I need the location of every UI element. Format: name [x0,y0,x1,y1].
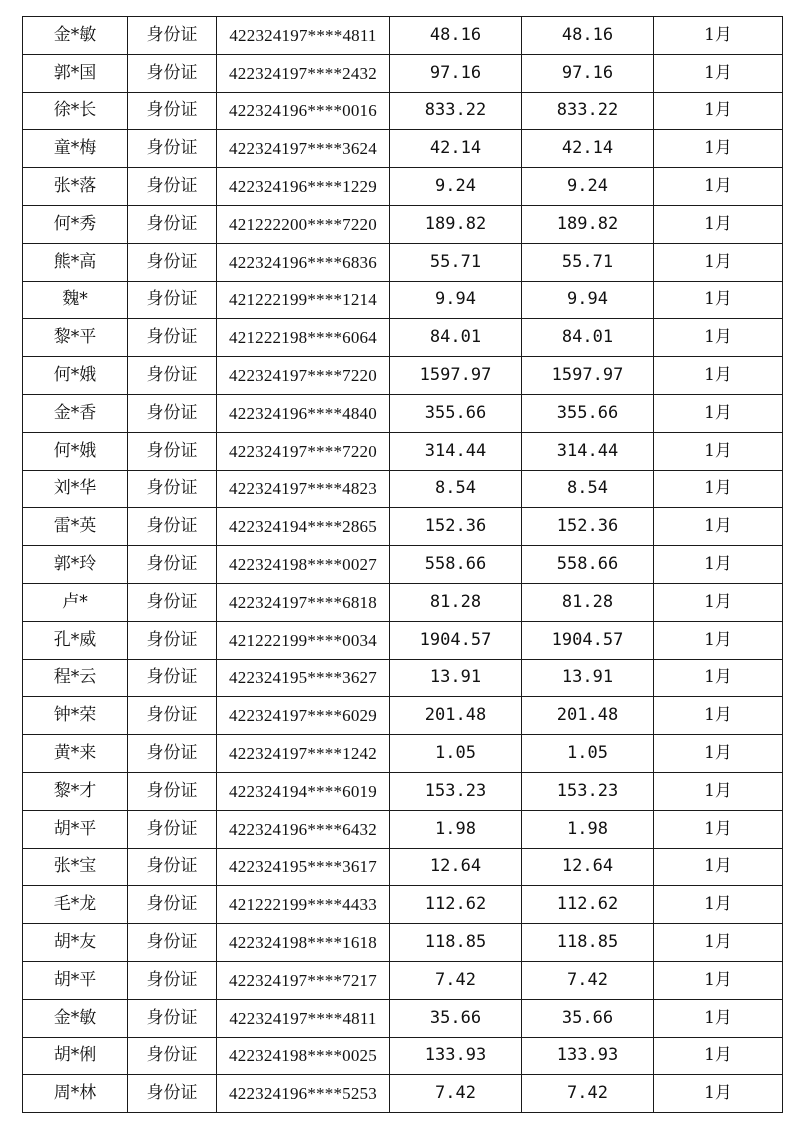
amount-cell: 1904.57 [390,621,522,659]
amount-paid-cell: 97.16 [522,54,654,92]
id-type-cell: 身份证 [128,394,217,432]
table-row [23,621,783,659]
amount-paid-cell: 42.14 [522,130,654,168]
amount-cell: 833.22 [390,92,522,130]
id-type-cell: 身份证 [128,546,217,584]
id-number-cell: 422324194****2865 [217,508,390,546]
amount-cell: 13.91 [390,659,522,697]
table-row [23,848,783,886]
id-number-cell: 422324196****0016 [217,92,390,130]
amount-cell: 35.66 [390,999,522,1037]
id-type-cell: 身份证 [128,319,217,357]
name-cell: 雷*英 [23,508,128,546]
id-number-cell: 422324197****2432 [217,54,390,92]
records-table-body [23,17,783,1113]
id-number-cell: 422324197****7217 [217,961,390,999]
table-row [23,886,783,924]
amount-paid-cell: 314.44 [522,432,654,470]
month-cell: 1月 [654,205,783,243]
name-cell: 胡*平 [23,961,128,999]
id-type-cell: 身份证 [128,432,217,470]
amount-cell: 12.64 [390,848,522,886]
amount-paid-cell: 48.16 [522,17,654,55]
name-cell: 何*娥 [23,357,128,395]
name-cell: 张*宝 [23,848,128,886]
id-type-cell: 身份证 [128,357,217,395]
id-type-cell: 身份证 [128,659,217,697]
id-number-cell: 422324197****3624 [217,130,390,168]
id-number-cell: 422324197****6029 [217,697,390,735]
table-row [23,961,783,999]
amount-cell: 7.42 [390,1075,522,1113]
month-cell: 1月 [654,621,783,659]
id-type-cell: 身份证 [128,470,217,508]
amount-paid-cell: 84.01 [522,319,654,357]
month-cell: 1月 [654,961,783,999]
id-type-cell: 身份证 [128,583,217,621]
month-cell: 1月 [654,319,783,357]
id-number-cell: 421222198****6064 [217,319,390,357]
amount-paid-cell: 81.28 [522,583,654,621]
month-cell: 1月 [654,999,783,1037]
name-cell: 童*梅 [23,130,128,168]
month-cell: 1月 [654,924,783,962]
amount-cell: 8.54 [390,470,522,508]
name-cell: 刘*华 [23,470,128,508]
id-type-cell: 身份证 [128,168,217,206]
amount-paid-cell: 133.93 [522,1037,654,1075]
table-row [23,92,783,130]
table-row [23,546,783,584]
amount-cell: 1.05 [390,735,522,773]
amount-paid-cell: 201.48 [522,697,654,735]
month-cell: 1月 [654,17,783,55]
amount-paid-cell: 355.66 [522,394,654,432]
table-row [23,924,783,962]
month-cell: 1月 [654,810,783,848]
id-type-cell: 身份证 [128,130,217,168]
id-number-cell: 422324196****5253 [217,1075,390,1113]
id-type-cell: 身份证 [128,772,217,810]
name-cell: 黎*才 [23,772,128,810]
table-row [23,281,783,319]
amount-cell: 355.66 [390,394,522,432]
month-cell: 1月 [654,772,783,810]
id-type-cell: 身份证 [128,848,217,886]
id-number-cell: 422324196****6432 [217,810,390,848]
id-number-cell: 422324196****4840 [217,394,390,432]
name-cell: 孔*威 [23,621,128,659]
id-type-cell: 身份证 [128,961,217,999]
amount-paid-cell: 1.98 [522,810,654,848]
id-number-cell: 421222199****1214 [217,281,390,319]
id-type-cell: 身份证 [128,281,217,319]
amount-cell: 152.36 [390,508,522,546]
table-row [23,508,783,546]
month-cell: 1月 [654,243,783,281]
id-number-cell: 421222200****7220 [217,205,390,243]
id-type-cell: 身份证 [128,243,217,281]
id-type-cell: 身份证 [128,92,217,130]
id-type-cell: 身份证 [128,697,217,735]
month-cell: 1月 [654,848,783,886]
name-cell: 金*敏 [23,999,128,1037]
id-type-cell: 身份证 [128,1037,217,1075]
amount-paid-cell: 118.85 [522,924,654,962]
name-cell: 钟*荣 [23,697,128,735]
month-cell: 1月 [654,546,783,584]
month-cell: 1月 [654,92,783,130]
month-cell: 1月 [654,394,783,432]
name-cell: 程*云 [23,659,128,697]
id-number-cell: 422324198****0025 [217,1037,390,1075]
id-number-cell: 421222199****4433 [217,886,390,924]
amount-paid-cell: 7.42 [522,1075,654,1113]
month-cell: 1月 [654,508,783,546]
amount-cell: 201.48 [390,697,522,735]
id-number-cell: 422324196****6836 [217,243,390,281]
amount-cell: 9.24 [390,168,522,206]
name-cell: 郭*玲 [23,546,128,584]
month-cell: 1月 [654,432,783,470]
name-cell: 郭*国 [23,54,128,92]
amount-cell: 1.98 [390,810,522,848]
name-cell: 胡*平 [23,810,128,848]
month-cell: 1月 [654,168,783,206]
table-row [23,583,783,621]
table-row [23,810,783,848]
name-cell: 周*林 [23,1075,128,1113]
amount-paid-cell: 35.66 [522,999,654,1037]
table-row [23,999,783,1037]
table-row [23,17,783,55]
id-number-cell: 422324198****1618 [217,924,390,962]
month-cell: 1月 [654,357,783,395]
amount-paid-cell: 1904.57 [522,621,654,659]
table-row [23,357,783,395]
amount-cell: 84.01 [390,319,522,357]
amount-paid-cell: 8.54 [522,470,654,508]
amount-cell: 48.16 [390,17,522,55]
table-row [23,205,783,243]
name-cell: 黄*来 [23,735,128,773]
amount-paid-cell: 833.22 [522,92,654,130]
id-type-cell: 身份证 [128,621,217,659]
name-cell: 熊*高 [23,243,128,281]
amount-paid-cell: 55.71 [522,243,654,281]
amount-cell: 9.94 [390,281,522,319]
name-cell: 徐*长 [23,92,128,130]
amount-cell: 1597.97 [390,357,522,395]
month-cell: 1月 [654,886,783,924]
amount-cell: 314.44 [390,432,522,470]
month-cell: 1月 [654,583,783,621]
id-number-cell: 422324197****7220 [217,357,390,395]
id-number-cell: 422324197****4811 [217,999,390,1037]
id-number-cell: 422324197****6818 [217,583,390,621]
table-row [23,243,783,281]
amount-paid-cell: 112.62 [522,886,654,924]
id-type-cell: 身份证 [128,1075,217,1113]
id-number-cell: 422324197****1242 [217,735,390,773]
amount-paid-cell: 13.91 [522,659,654,697]
amount-cell: 7.42 [390,961,522,999]
table-row [23,168,783,206]
name-cell: 毛*龙 [23,886,128,924]
id-number-cell: 421222199****0034 [217,621,390,659]
amount-paid-cell: 558.66 [522,546,654,584]
name-cell: 何*秀 [23,205,128,243]
amount-cell: 133.93 [390,1037,522,1075]
amount-paid-cell: 152.36 [522,508,654,546]
amount-paid-cell: 1.05 [522,735,654,773]
id-type-cell: 身份证 [128,999,217,1037]
amount-paid-cell: 9.24 [522,168,654,206]
amount-paid-cell: 153.23 [522,772,654,810]
table-row [23,659,783,697]
id-type-cell: 身份证 [128,17,217,55]
amount-cell: 97.16 [390,54,522,92]
amount-cell: 558.66 [390,546,522,584]
name-cell: 金*香 [23,394,128,432]
amount-cell: 118.85 [390,924,522,962]
name-cell: 何*娥 [23,432,128,470]
month-cell: 1月 [654,1075,783,1113]
month-cell: 1月 [654,1037,783,1075]
table-row [23,735,783,773]
table-row [23,394,783,432]
name-cell: 张*落 [23,168,128,206]
id-number-cell: 422324198****0027 [217,546,390,584]
id-type-cell: 身份证 [128,508,217,546]
table-row [23,1037,783,1075]
records-table [22,16,783,1113]
name-cell: 黎*平 [23,319,128,357]
amount-paid-cell: 189.82 [522,205,654,243]
id-number-cell: 422324197****4823 [217,470,390,508]
name-cell: 卢* [23,583,128,621]
name-cell: 金*敏 [23,17,128,55]
table-row [23,130,783,168]
table-row [23,697,783,735]
month-cell: 1月 [654,54,783,92]
id-number-cell: 422324196****1229 [217,168,390,206]
id-type-cell: 身份证 [128,886,217,924]
month-cell: 1月 [654,130,783,168]
name-cell: 胡*友 [23,924,128,962]
name-cell: 魏* [23,281,128,319]
table-row [23,772,783,810]
table-row [23,1075,783,1113]
month-cell: 1月 [654,697,783,735]
id-number-cell: 422324195****3627 [217,659,390,697]
id-number-cell: 422324195****3617 [217,848,390,886]
amount-paid-cell: 12.64 [522,848,654,886]
table-row [23,54,783,92]
id-number-cell: 422324197****4811 [217,17,390,55]
amount-cell: 112.62 [390,886,522,924]
amount-cell: 153.23 [390,772,522,810]
id-type-cell: 身份证 [128,205,217,243]
id-number-cell: 422324194****6019 [217,772,390,810]
id-type-cell: 身份证 [128,54,217,92]
month-cell: 1月 [654,659,783,697]
id-number-cell: 422324197****7220 [217,432,390,470]
amount-cell: 81.28 [390,583,522,621]
amount-paid-cell: 7.42 [522,961,654,999]
id-type-cell: 身份证 [128,735,217,773]
amount-paid-cell: 1597.97 [522,357,654,395]
table-row [23,432,783,470]
table-row [23,470,783,508]
amount-paid-cell: 9.94 [522,281,654,319]
id-type-cell: 身份证 [128,924,217,962]
amount-cell: 42.14 [390,130,522,168]
table-row [23,319,783,357]
amount-cell: 189.82 [390,205,522,243]
amount-cell: 55.71 [390,243,522,281]
month-cell: 1月 [654,281,783,319]
month-cell: 1月 [654,470,783,508]
month-cell: 1月 [654,735,783,773]
name-cell: 胡*俐 [23,1037,128,1075]
id-type-cell: 身份证 [128,810,217,848]
